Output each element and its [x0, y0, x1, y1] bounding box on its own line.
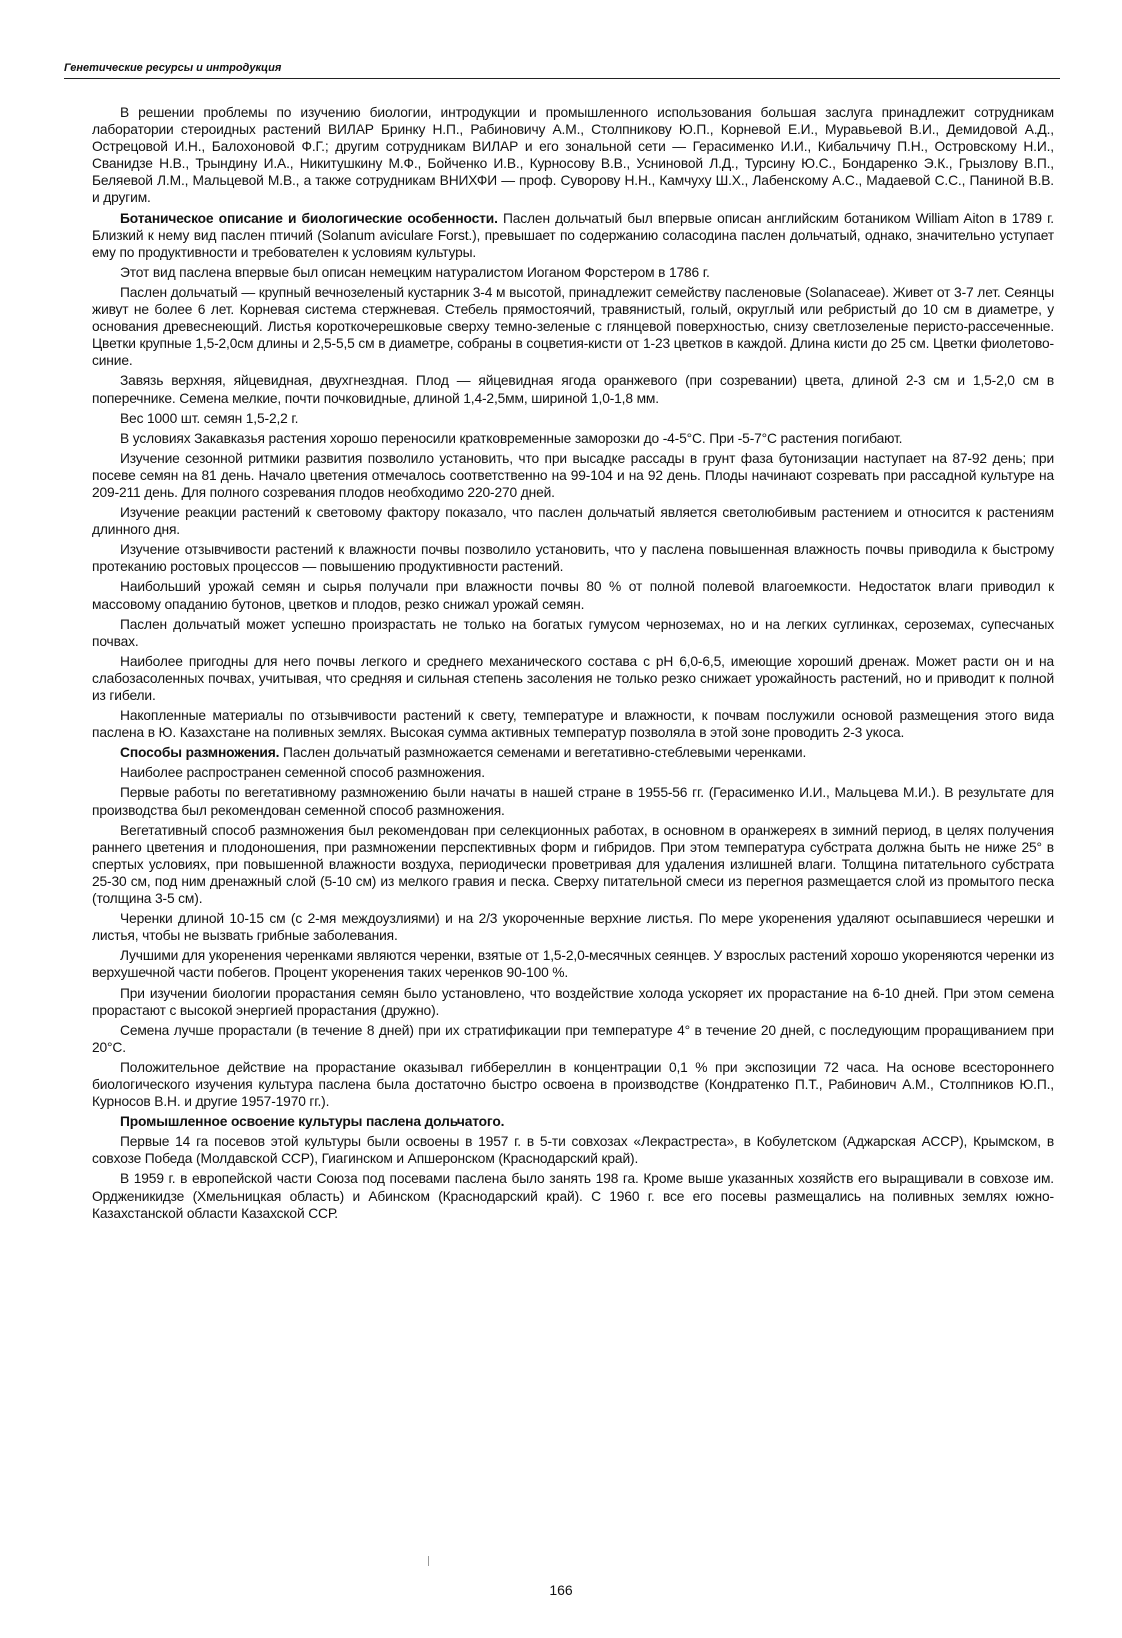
paragraph: Семена лучше прорастали (в течение 8 дней) при их стратификации при температуре 4° в течение 20 дней, с последующим проращиванием при 20°С.	[92, 1022, 1054, 1055]
paragraph: Черенки длиной 10-15 см (с 2-мя междоузлиями) и на 2/3 укороченные верхние листья. По мере укоренения удаляют осыпавшиеся черешки и листья, чтобы не вызвать грибные заболевания.	[92, 911, 1054, 944]
paragraph: В условиях Закавказья растения хорошо переносили кратковременные заморозки до -4-5°С. При -5-7°С растения погибают.	[120, 430, 903, 446]
paragraph: В 1959 г. в европейской части Союза под посевами паслена было занять 198 га. Кроме выше указанных хозяйств его выращивали в совхозе им. Ордженикидзе (Хмельницкая область) и Абинском (Краснодарский край). С 1960 г. все его посевы размещались на поливных землях южно-Казахстанской области Казахской ССР.	[92, 1171, 1054, 1221]
paragraph: Изучение отзывчивости растений к влажности почвы позволило установить, что у паслена повышенная влажность почвы приводила к быстрому протеканию ростовых процессов — повышению продуктивности растений.	[92, 542, 1054, 575]
paragraph: Положительное действие на прорастание оказывал гиббереллин в концентрации 0,1 % при экспозиции 72 часа. На основе всестороннего биологического изучения культура паслена была достаточно быстро освоена в производстве (Кондратенко П.Т., Рабинович А.М., Столпников Ю.П., Курносов В.Н. и другие 1957-1970 гг.).	[92, 1059, 1054, 1110]
paragraph-text: Паслен дольчатый был впервые описан английским ботаником William Aiton в 1789 г. Близкий к нему вид паслен птичий (Solanum aviculare Forst.), превышает по содержанию соласодина паслен дольчатый, однако, значительно уступает ему по продуктивности и требователен к условиям культуры.	[92, 210, 1054, 260]
paragraph: Вегетативный способ размножения был рекомендован при селекционных работах, в основном в оранжереях в зимний период, в целях получения раннего цветения и плодоношения, при размножении перспективных форм и гибридов. При этом температура субстрата должна быть не ниже 25° в спертых условиях, при повышенной влажности воздуха, периодически проветривая для удаления излишней влаги. Толщина питательного субстрата 25-30 см, под ним дренажный слой (5-10 см) из мелкого гравия и песка. Сверху питательной смеси из перегноя размещается слой из промытого песка (толщина 3-5 см).	[92, 822, 1054, 907]
header-rule	[64, 78, 1060, 79]
body-text	[92, 104, 1054, 1222]
paragraph: Наибольший урожай семян и сырья получали при влажности почвы 80 % от полной полевой влагоемкости. Недостаток влаги приводил к массовому опаданию бутонов, цветков и плодов, резко снижал урожай семян.	[92, 579, 1054, 612]
paragraph: Завязь верхняя, яйцевидная, двухгнездная. Плод — яйцевидная ягода оранжевого (при созревании) цвета, длиной 2-3 см и 1,5-2,0 см в поперечнике. Семена мелкие, почти почковидные, длиной 1,4-2,5мм, шириной 1,0-1,8 мм.	[92, 373, 1054, 406]
paragraph: Первые работы по вегетативному размножению были начаты в нашей стране в 1955-56 гг. (Герасименко И.И., Мальцева М.И.). В результате для производства был рекомендован семенной способ размножения.	[92, 785, 1054, 818]
section-heading: Способы размножения.	[120, 745, 280, 761]
paragraph: Изучение реакции растений к световому фактору показало, что паслен дольчатый является светолюбивым растением и относится к растениям длинного дня.	[92, 505, 1054, 538]
paragraph: Накопленные материалы по отзывчивости растений к свету, температуре и влажности, к почвам послужили основой размещения этого вида паслена в Ю. Казахстане на поливных землях. Высокая сумма активных температур позволяла в этой зоне проводить 2-3 укоса.	[92, 708, 1054, 741]
running-header: Генетические ресурсы и интродукция	[64, 62, 282, 74]
paragraph: В решении проблемы по изучению биологии, интродукции и промышленного использования большая заслуга принадлежит сотрудникам лаборатории стероидных растений ВИЛАР Бринку Н.П., Рабиновичу А.М., Столпникову Ю.П., Корневой Е.И., Муравьевой В.И., Демидовой А.Д., Острецовой И.Н., Балохоновой Ф.Г.; другим сотрудникам ВИЛАР и его зональной сети — Герасименко И.И., Кибальчичу П.Н., Островскому Н.И., Сванидзе Н.В., Трындину И.А., Никитушкину М.Ф., Бойченко И.В., Курносову В.В., Усниновой Л.Д., Турсину Ю.С., Бондаренко Э.К., Грызлову В.П., Беляевой Л.М., Мальцевой М.В., а также сотрудникам ВНИХФИ — проф. Суворову Н.Н., Камчуху Ш.Х., Лабенскому А.С., Мадаевой С.С., Паниной В.В. и другим.	[92, 105, 1054, 206]
paragraph: Этот вид паслена впервые был описан немецким натуралистом Иоганом Форстером в 1786 г.	[120, 264, 710, 280]
paragraph: Паслен дольчатый — крупный вечнозеленый кустарник 3-4 м высотой, принадлежит семейству пасленовые (Solanaceae). Живет от 3-7 лет. Сеянцы живут не более 6 лет. Корневая система стержневая. Стебель прямостоячий, травянистый, голый, округлый или ребристый до 10 см в диаметре, у основания древеснеющий. Листья короткочерешковые сверху темно-зеленые с глянцевой поверхностью, снизу светлозеленые перисто-рассеченные. Цветки крупные 1,5-2,0см длины и 2,5-5,5 см в диаметре, собраны в соцветия-кисти от 1-23 цветков в каждой. Длина кисти до 25 см. Цветки фиолетово-синие.	[92, 284, 1054, 369]
paragraph	[92, 744, 1054, 761]
paragraph: Наиболее пригодны для него почвы легкого и среднего механического состава с рН 6,0-6,5, имеющие хороший дренаж. Может расти он и на слабозасоленных почвах, учитывая, что средняя и сильная степень засоления не только резко снижает урожайность растений, но и приводит к полной из гибели.	[92, 653, 1054, 703]
paragraph-text: Паслен дольчатый размножается семенами и вегетативно-стеблевыми черенками.	[279, 745, 807, 761]
paragraph: Наиболее распространен семенной способ размножения.	[120, 765, 485, 781]
paragraph	[92, 210, 1054, 261]
paragraph: При изучении биологии прорастания семян было установлено, что воздействие холода ускоряет их прорастание на 6-10 дней. При этом семена прорастают с высокой энергией прорастания (дружно).	[92, 985, 1054, 1018]
paragraph: Первые 14 га посевов этой культуры были освоены в 1957 г. в 5-ти совхозах «Лекрастреста», в Кобулетском (Аджарская АССР), Крымском, в совхозе Победа (Молдавской ССР), Гиагинском и Апшеронском (Краснодарский край).	[92, 1134, 1054, 1167]
paragraph	[92, 1113, 1054, 1130]
paragraph: Изучение сезонной ритмики развития позволило установить, что при высадке рассады в грунт фаза бутонизации наступает на 87-92 день; при посеве семян на 81 день. Начало цветения отмечалось соответственно на 99-104 и на 92 день. Плоды начинают созревать при рассадной культуре на 209-211 день. Для полного созревания плодов необходимо 220-270 дней.	[92, 450, 1054, 500]
paragraph: Лучшими для укоренения черенками являются черенки, взятые от 1,5-2,0-месячных сеянцев. У взрослых растений хорошо укореняются черенки из верхушечной части побегов. Процент укоренения таких черенков 90-100 %.	[92, 948, 1054, 981]
section-heading: Промышленное освоение культуры паслена дольчатого.	[120, 1114, 505, 1130]
section-heading: Ботаническое описание и биологические особенности.	[120, 210, 498, 226]
page-number: 166	[549, 1582, 573, 1598]
footer-mark	[428, 1556, 429, 1566]
paragraph: Вес 1000 шт. семян 1,5-2,2 г.	[120, 410, 299, 426]
paragraph: Паслен дольчатый может успешно произрастать не только на богатых гумусом черноземах, но и на легких суглинках, сероземах, супесчаных почвах.	[92, 616, 1054, 649]
